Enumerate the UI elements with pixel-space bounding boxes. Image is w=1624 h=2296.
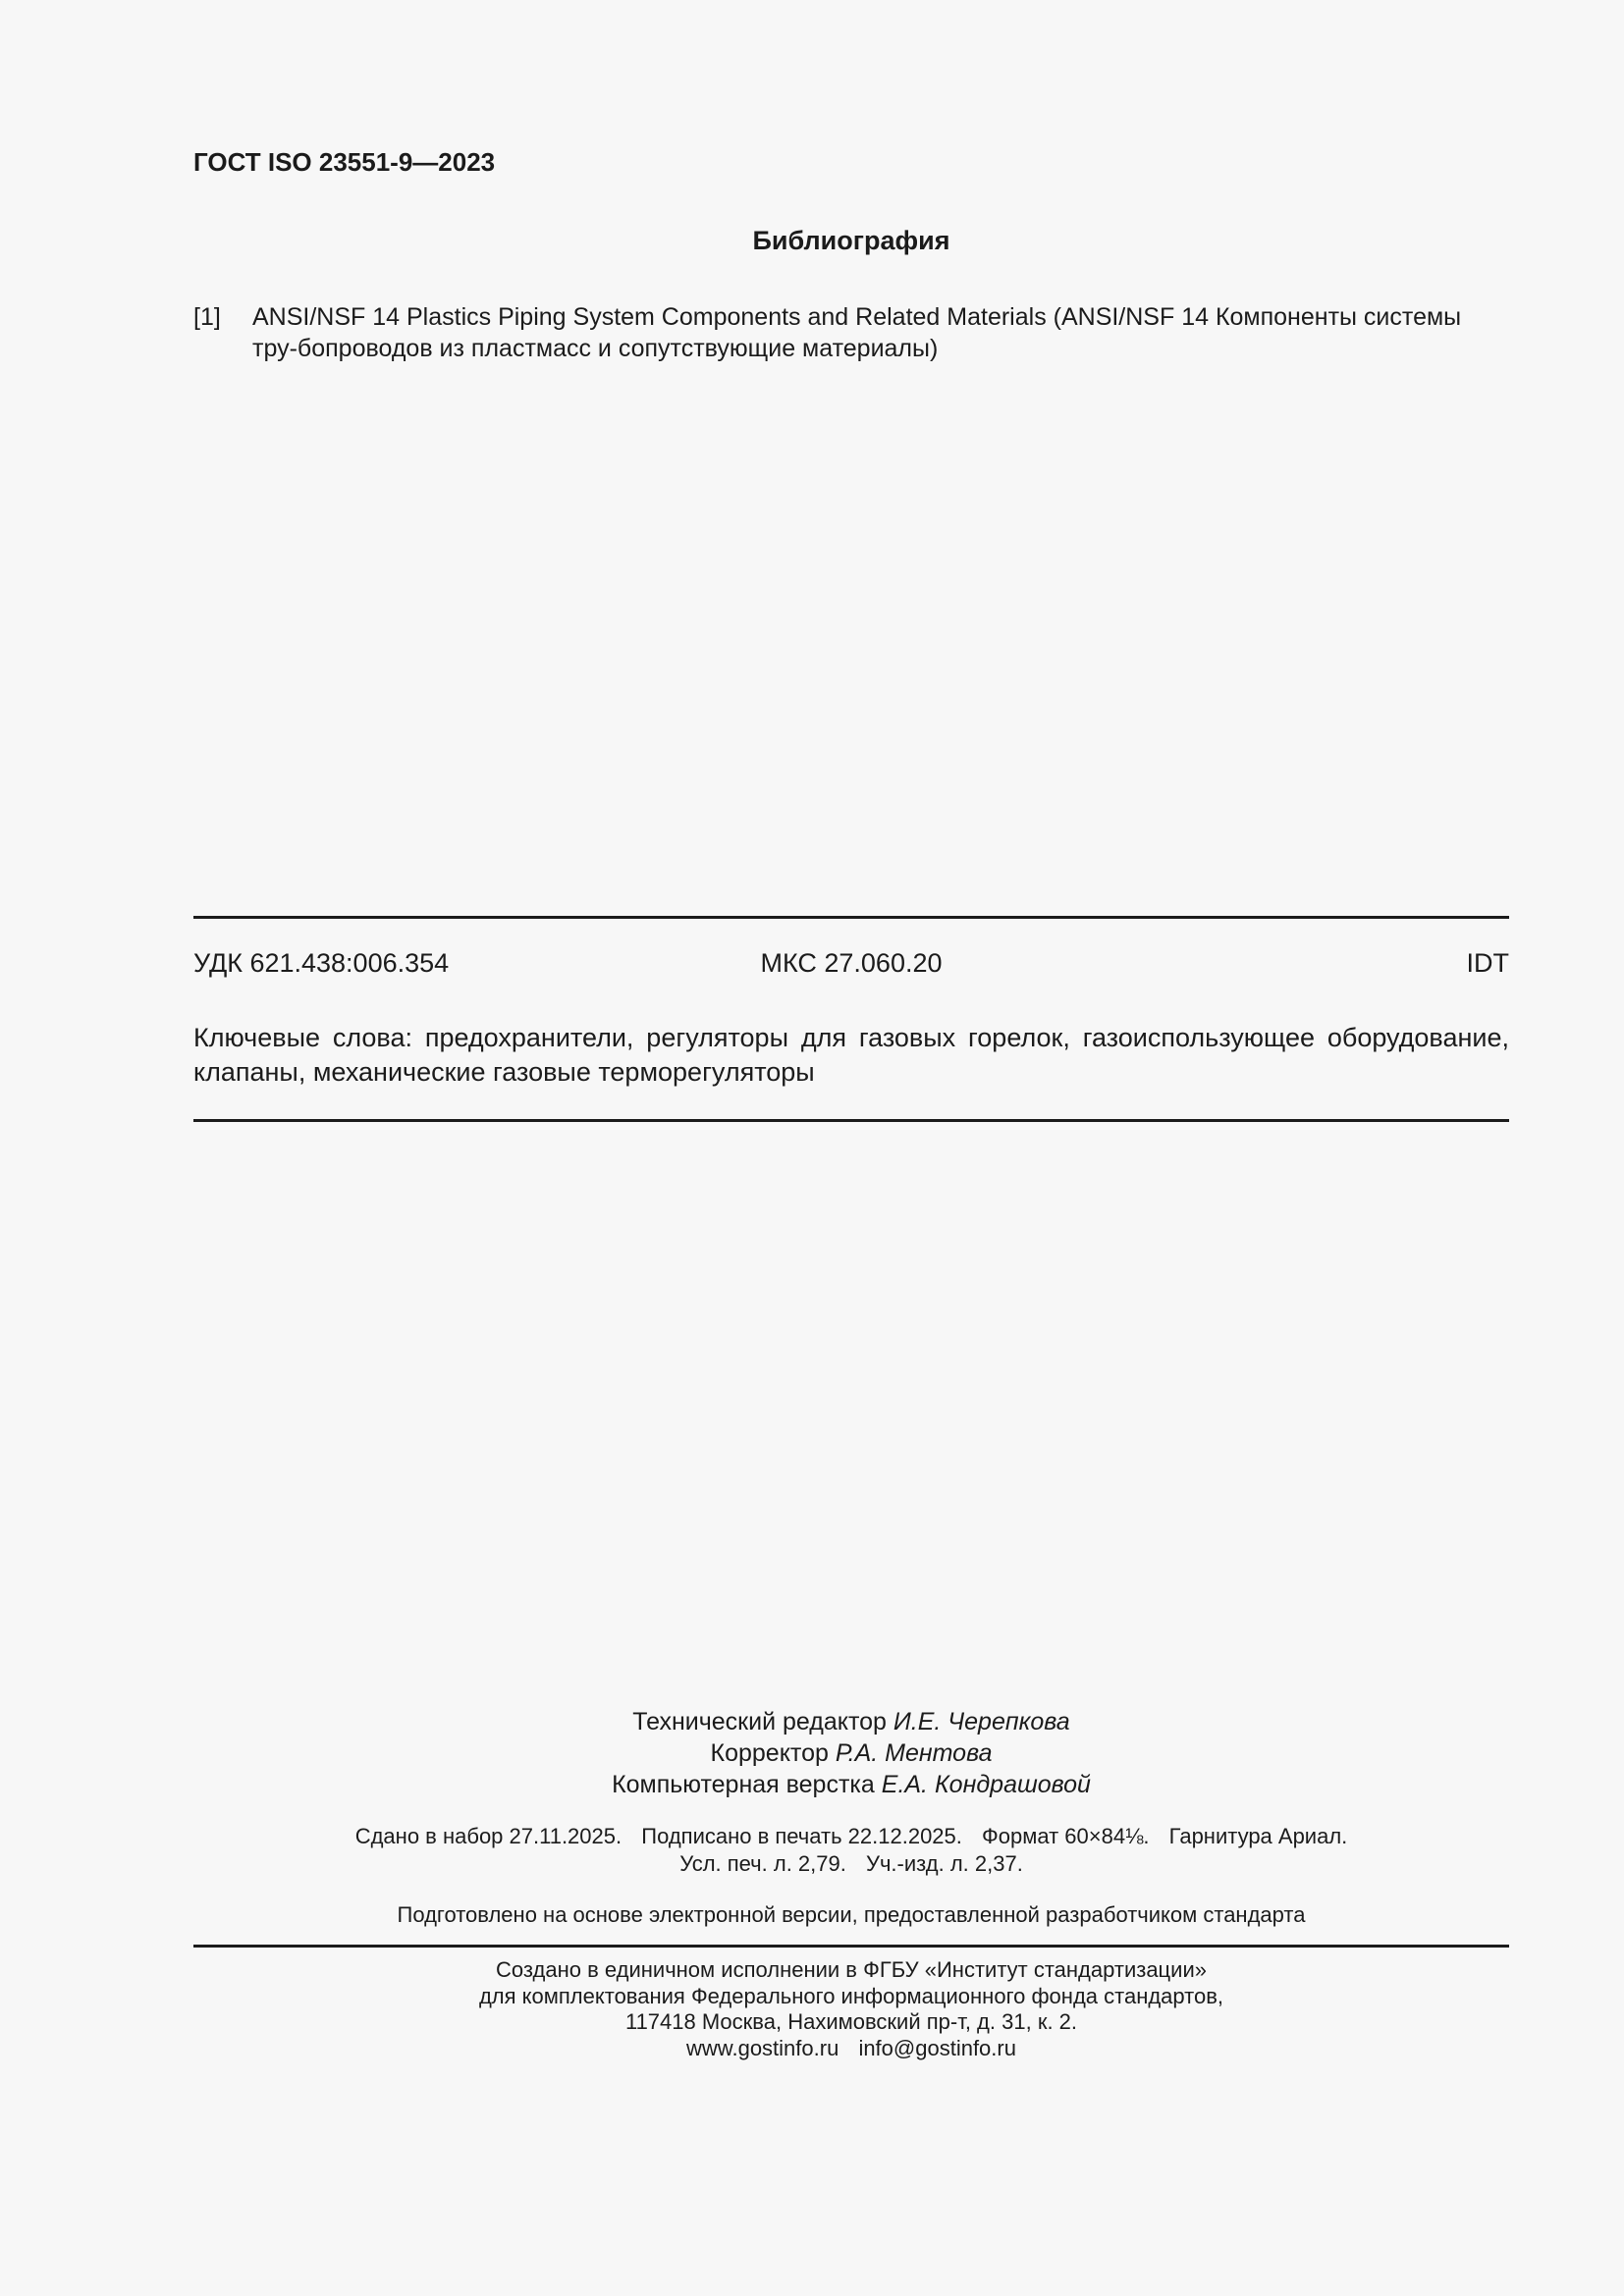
layout-label: Компьютерная верстка <box>612 1771 875 1798</box>
corrector-label: Корректор <box>710 1739 829 1767</box>
signed-date: Подписано в печать 22.12.2025. <box>641 1824 962 1848</box>
credits-block <box>0 1706 1624 1800</box>
layout-line <box>0 1769 1624 1800</box>
layout-name: Е.А. Кондрашовой <box>881 1771 1091 1798</box>
divider-footer <box>193 1945 1509 1948</box>
publisher-line-1: Создано в единичном исполнении в ФГБУ «Институт стандартизации» <box>496 1957 1207 1982</box>
classification-row <box>193 948 1509 984</box>
submitted-date: Сдано в набор 27.11.2025. <box>354 1824 623 1848</box>
tech-editor-line <box>0 1706 1624 1737</box>
keywords-text: Ключевые слова: предохранители, регуляторы для газовых горелок, газоиспользующее оборудование, клапаны, механические газовые терморегуляторы <box>193 1023 1509 1087</box>
tech-editor-name: И.Е. Черепкова <box>893 1708 1070 1735</box>
publisher-block <box>0 1957 1624 2061</box>
print-info-line-1 <box>0 1823 1624 1850</box>
standard-code: ГОСТ ISO 23551-9—2023 <box>193 147 496 177</box>
udk-code: УДК 621.438:006.354 <box>193 948 450 978</box>
bibliography-heading: Библиография <box>752 226 950 255</box>
publisher-line-3: 117418 Москва, Нахимовский пр-т, д. 31, к. 2. <box>624 2009 1078 2034</box>
tech-editor-label: Технический редактор <box>632 1708 887 1735</box>
print-info-block <box>0 1823 1624 1878</box>
paper-format: Формат 60×84⅛. <box>982 1824 1150 1848</box>
email-link[interactable]: info@gostinfo.ru <box>858 2035 1016 2060</box>
divider-top <box>193 916 1509 919</box>
publisher-line-2: для комплектования Федерального информационного фонда стандартов, <box>478 1983 1224 2008</box>
publisher-sheets: Уч.-изд. л. 2,37. <box>865 1851 1023 1876</box>
publisher-contacts <box>0 2036 1624 2062</box>
website-link[interactable]: www.gostinfo.ru <box>686 2035 839 2060</box>
prepared-note: Подготовлено на основе электронной версии, предоставленной разработчиком стандарта <box>397 1902 1306 1927</box>
print-sheets: Усл. печ. л. 2,79. <box>679 1851 846 1876</box>
print-info-line-2 <box>0 1850 1624 1878</box>
bibliography-item-text: ANSI/NSF 14 Plastics Piping System Components and Related Materials (ANSI/NSF 14 Компоненты системы тру-бопроводов из пластмасс и сопутствующие материалы) <box>252 303 1462 362</box>
divider-bottom <box>193 1119 1509 1122</box>
corrector-name: Р.А. Ментова <box>835 1739 993 1767</box>
corrector-line <box>0 1737 1624 1769</box>
bibliography-item-number: [1] <box>193 303 221 331</box>
typeface: Гарнитура Ариал. <box>1168 1824 1348 1848</box>
equivalence-degree: IDT <box>1466 948 1509 978</box>
mks-code: МКС 27.060.20 <box>760 948 943 978</box>
